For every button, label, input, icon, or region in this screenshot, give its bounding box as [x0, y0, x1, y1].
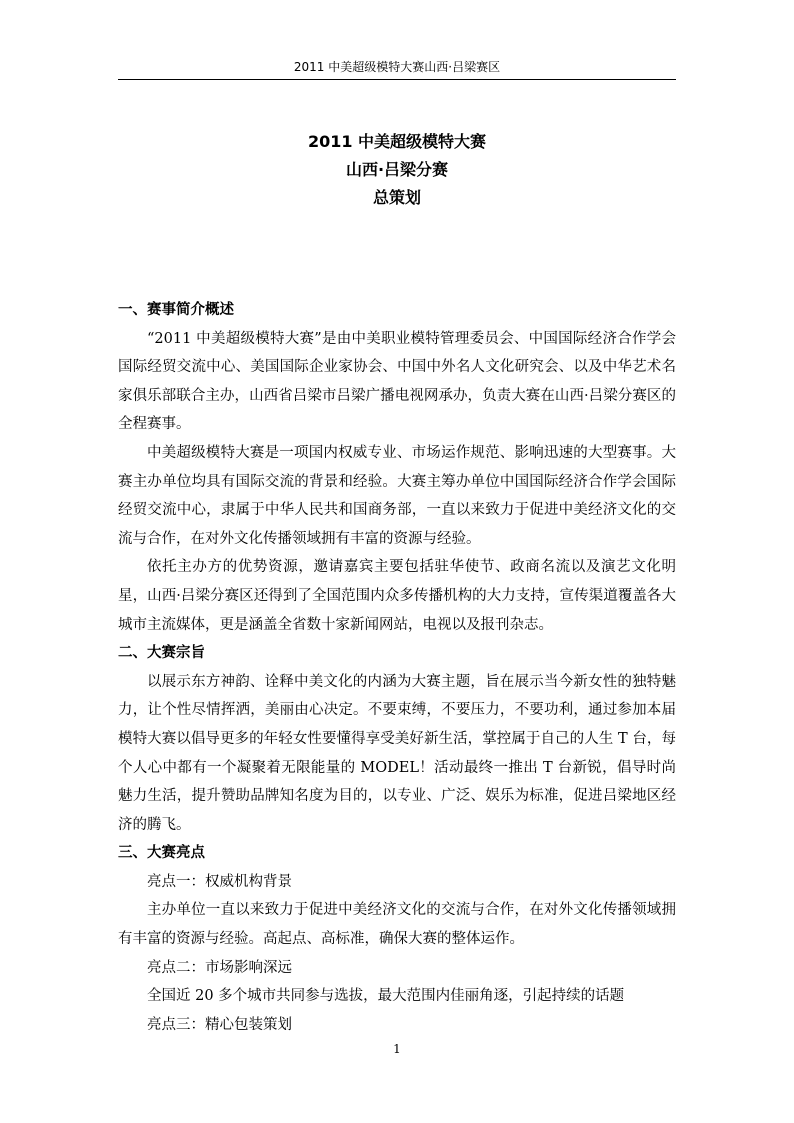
title-line-1: 2011 中美超级模特大赛	[307, 132, 487, 151]
document-body	[118, 296, 676, 1039]
section-3-heading: 三、大赛亮点	[118, 845, 205, 862]
header-text: 2011 中美超级模特大赛山西·吕梁赛区	[293, 60, 501, 74]
highlight-1-title: 亮点一：权威机构背景	[147, 873, 292, 890]
title-line-3: 总策划	[372, 188, 421, 207]
section-2-heading: 二、大赛宗旨	[118, 645, 205, 662]
section-1-heading: 一、赛事简介概述	[118, 302, 234, 318]
page-number: 1	[393, 1042, 401, 1056]
highlight-1-text: 主办单位一直以来致力于促进中美经济文化的交流与合作，在对外文化传播领域拥有丰富的资源与经验。高起点、高标准，确保大赛的整体运作。	[118, 902, 676, 948]
section-2-paragraph-1: 以展示东方神韵、诠释中美文化的内涵为大赛主题，旨在展示当今新女性的独特魅力，让个性尽情挥洒，美丽由心决定。不要束缚，不要压力，不要功利，通过参加本届模特大赛以倡导更多的年轻女性要懂得享受美好新生活，掌控属于自己的人生 T 台，每个人心中都有一个凝聚着无限能量的 MODEL！活动最终一推出 T 台新锐，倡导时尚魅力生活，提升赞助品牌知名度为目的，以专业、广泛、娱乐为标准，促进吕梁地区经济的腾飞。	[118, 673, 676, 833]
document-title	[118, 128, 676, 212]
highlight-2-text: 全国近 20 多个城市共同参与选拔，最大范围内佳丽角逐，引起持续的话题	[147, 988, 625, 1005]
highlight-2-title: 亮点二：市场影响深远	[147, 959, 292, 976]
page-header	[118, 58, 676, 80]
section-1-paragraph-3: 依托主办方的优势资源，邀请嘉宾主要包括驻华使节、政商名流以及演艺文化明星，山西·吕梁分赛区还得到了全国范围内众多传播机构的大力支持，宣传渠道覆盖各大城市主流媒体，更是涵盖全省数十家新闻网站，电视以及报刊杂志。	[118, 559, 676, 633]
section-1-paragraph-1: “2011 中美超级模特大赛”是由中美职业模特管理委员会、中国国际经济合作学会国际经贸交流中心、美国国际企业家协会、中国中外名人文化研究会、以及中华艺术名家俱乐部联合主办，山西省吕梁市吕梁广播电视网承办，负责大赛在山西·吕梁分赛区的全程赛事。	[118, 330, 676, 433]
page-footer	[118, 1042, 676, 1056]
title-line-2: 山西·吕梁分赛	[345, 160, 449, 179]
section-1-paragraph-2: 中美超级模特大赛是一项国内权威专业、市场运作规范、影响迅速的大型赛事。大赛主办单位均具有国际交流的背景和经验。大赛主筹办单位中国国际经济合作学会国际经贸交流中心，隶属于中华人民共和国商务部，一直以来致力于促进中美经济文化的交流与合作，在对外文化传播领域拥有丰富的资源与经验。	[118, 444, 676, 547]
highlight-3-title: 亮点三：精心包装策划	[147, 1016, 292, 1033]
